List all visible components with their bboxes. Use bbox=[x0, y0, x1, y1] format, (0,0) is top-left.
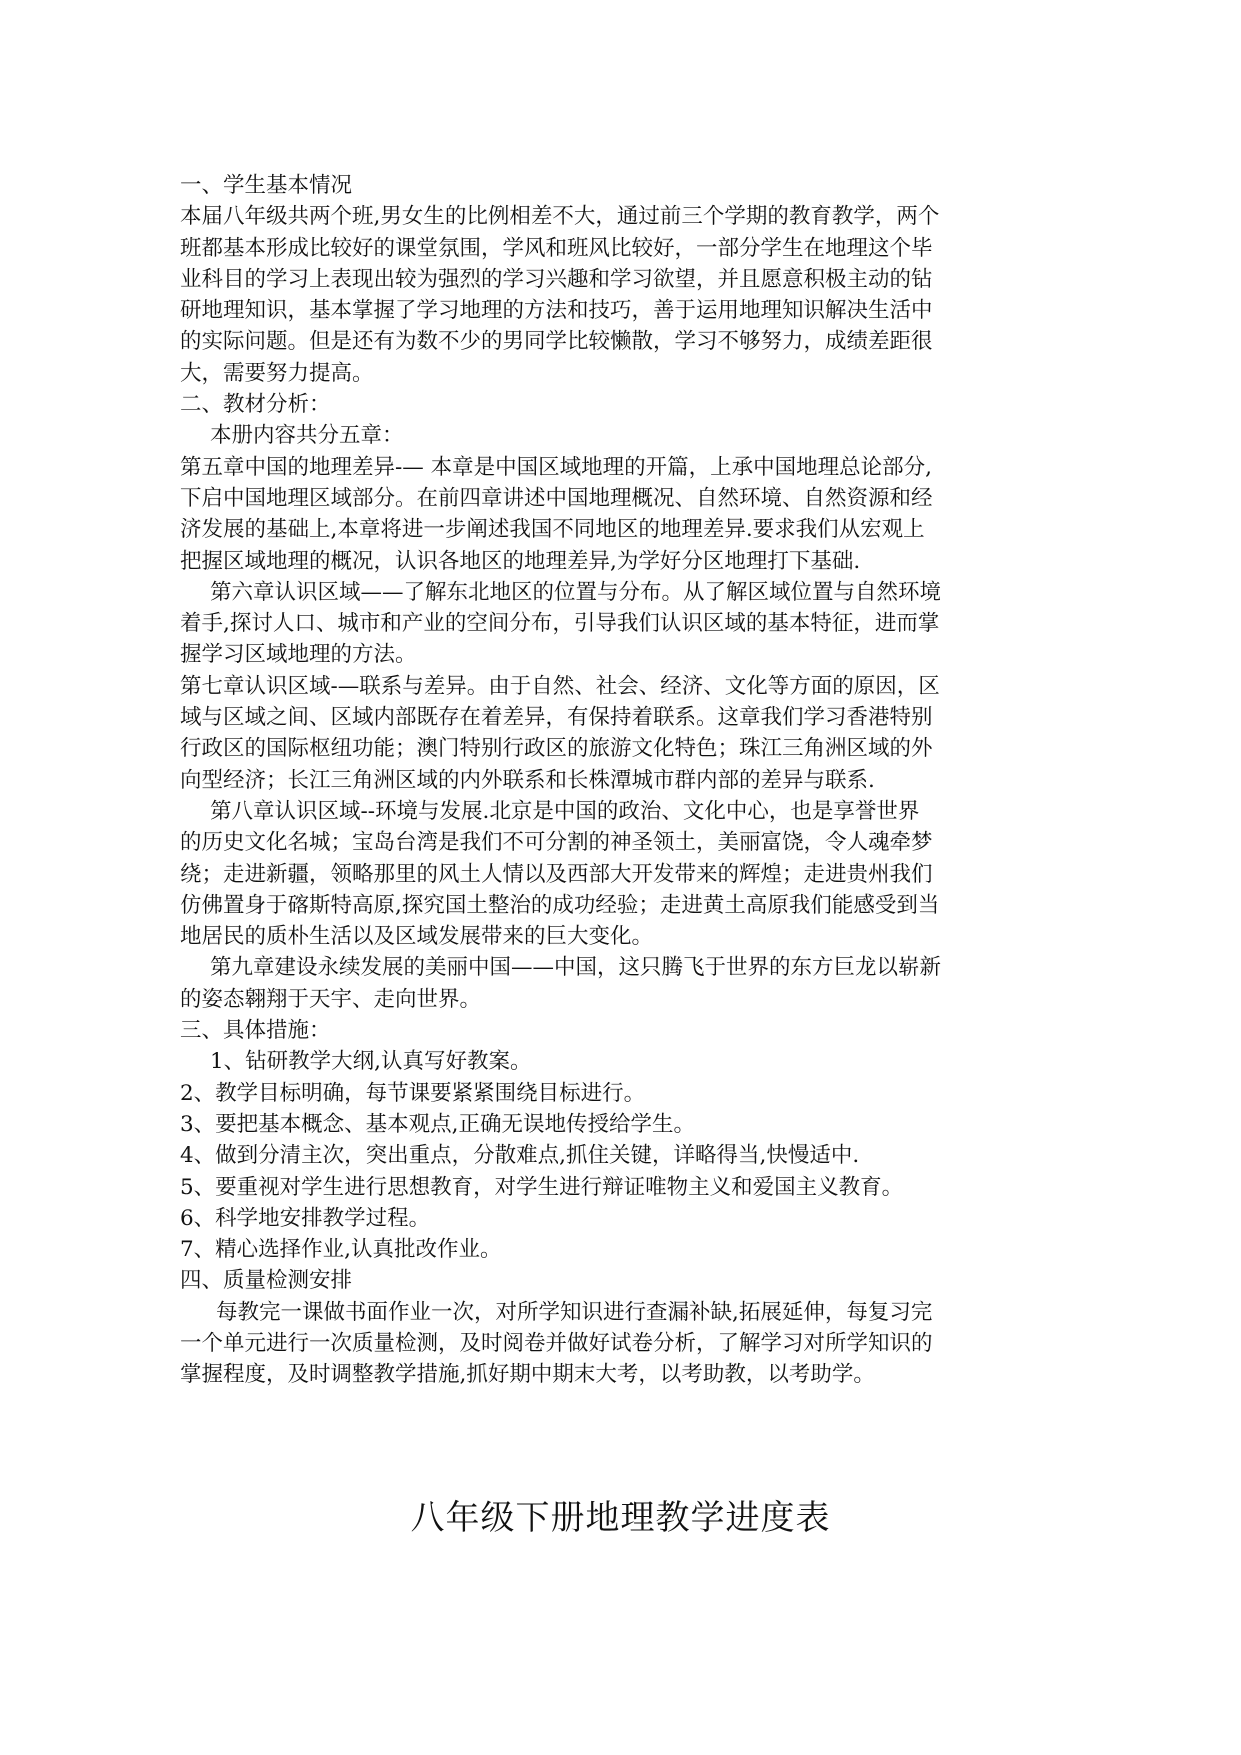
paragraph-line: 的实际问题。但是还有为数不少的男同学比较懒散，学习不够努力，成绩差距很 bbox=[180, 329, 933, 355]
paragraph-line: 研地理知识，基本掌握了学习地理的方法和技巧，善于运用地理知识解决生活中 bbox=[180, 298, 933, 324]
paragraph-line: 一个单元进行一次质量检测，及时阅卷并做好试卷分析，了解学习对所学知识的 bbox=[180, 1330, 933, 1356]
paragraph-line: 本册内容共分五章： bbox=[210, 423, 404, 449]
paragraph-line: 地居民的质朴生活以及区域发展带来的巨大变化。 bbox=[180, 924, 654, 950]
paragraph-line: 每教完一课做书面作业一次，对所学知识进行查漏补缺,拓展延伸，每复习完 bbox=[216, 1299, 933, 1325]
paragraph-line: 济发展的基础上,本章将进一步阐述我国不同地区的地理差异.要求我们从宏观上 bbox=[180, 517, 925, 543]
paragraph-line: 班都基本形成比较好的课堂氛围，学风和班风比较好，一部分学生在地理这个毕 bbox=[180, 235, 933, 261]
paragraph-line: 握学习区域地理的方法。 bbox=[180, 642, 417, 668]
paragraph-line: 下启中国地理区域部分。在前四章讲述中国地理概况、自然环境、自然资源和经 bbox=[180, 485, 933, 511]
list-item: 2、教学目标明确，每节课要紧紧围绕目标进行。 bbox=[180, 1080, 646, 1106]
list-item: 5、要重视对学生进行思想教育，对学生进行辩证唯物主义和爱国主义教育。 bbox=[180, 1174, 904, 1200]
list-item: 6、科学地安排教学过程。 bbox=[180, 1205, 431, 1231]
paragraph-line: 着手,探讨人口、城市和产业的空间分布，引导我们认识区域的基本特征，进而掌 bbox=[180, 611, 940, 637]
paragraph-line: 把握区域地理的概况，认识各地区的地理差异,为学好分区地理打下基础. bbox=[180, 548, 861, 574]
section-heading-2: 二、教材分析： bbox=[180, 392, 331, 418]
paragraph-line: 的姿态翱翔于天宇、走向世界。 bbox=[180, 986, 482, 1012]
section-heading-4: 四、质量检测安排 bbox=[180, 1268, 353, 1294]
paragraph-line: 本届八年级共两个班,男女生的比例相差不大，通过前三个学期的教育教学，两个 bbox=[180, 204, 940, 230]
paragraph-line: 的历史文化名城；宝岛台湾是我们不可分割的神圣领土，美丽富饶，令人魂牵梦 bbox=[180, 830, 933, 856]
document-body bbox=[180, 170, 1070, 1391]
paragraph-line: 仿佛置身于碦斯特高原,探究国土整治的成功经验；走进黄土高原我们能感受到当 bbox=[180, 892, 940, 918]
paragraph-line: 行政区的国际枢纽功能；澳门特别行政区的旅游文化特色；珠江三角洲区域的外 bbox=[180, 736, 933, 762]
list-item: 7、精心选择作业,认真批改作业。 bbox=[180, 1237, 502, 1263]
list-item: 3、要把基本概念、基本观点,正确无误地传授给学生。 bbox=[180, 1111, 696, 1137]
paragraph-line: 第七章认识区域-—联系与差异。由于自然、社会、经济、文化等方面的原因，区 bbox=[180, 673, 940, 699]
paragraph-line: 域与区域之间、区域内部既存在着差异，有保持着联系。这章我们学习香港特别 bbox=[180, 705, 933, 731]
paragraph-line: 掌握程度，及时调整教学措施,抓好期中期末大考，以考助教，以考助学。 bbox=[180, 1362, 875, 1388]
paragraph-line: 业科目的学习上表现出较为强烈的学习兴趣和学习欲望，并且愿意积极主动的钻 bbox=[180, 266, 933, 292]
paragraph-line: 第九章建设永续发展的美丽中国——中国，这只腾飞于世界的东方巨龙以崭新 bbox=[210, 955, 942, 981]
paragraph-line: 第五章中国的地理差异-— 本章是中国区域地理的开篇，上承中国地理总论部分, bbox=[180, 454, 932, 480]
list-item: 1、钻研教学大纲,认真写好教案。 bbox=[210, 1049, 532, 1075]
paragraph-line: 向型经济；长江三角洲区域的内外联系和长株潭城市群内部的差异与联系. bbox=[180, 767, 875, 793]
paragraph-line: 第八章认识区域--环境与发展.北京是中国的政治、文化中心，也是享誉世界 bbox=[210, 798, 920, 824]
section-heading-3: 三、具体措施： bbox=[180, 1018, 331, 1044]
schedule-title: 八年级下册地理教学进度表 bbox=[410, 1498, 831, 1538]
section-heading-1: 一、学生基本情况 bbox=[180, 173, 353, 198]
list-item: 4、做到分清主次，突出重点，分散难点,抓住关键，详略得当,快慢适中. bbox=[180, 1143, 860, 1169]
paragraph-line: 大，需要努力提高。 bbox=[180, 360, 374, 386]
paragraph-line: 第六章认识区域——了解东北地区的位置与分布。从了解区域位置与自然环境 bbox=[210, 579, 942, 605]
paragraph-line: 绕；走进新疆，领略那里的风土人情以及西部大开发带来的辉煌；走进贵州我们 bbox=[180, 861, 933, 887]
